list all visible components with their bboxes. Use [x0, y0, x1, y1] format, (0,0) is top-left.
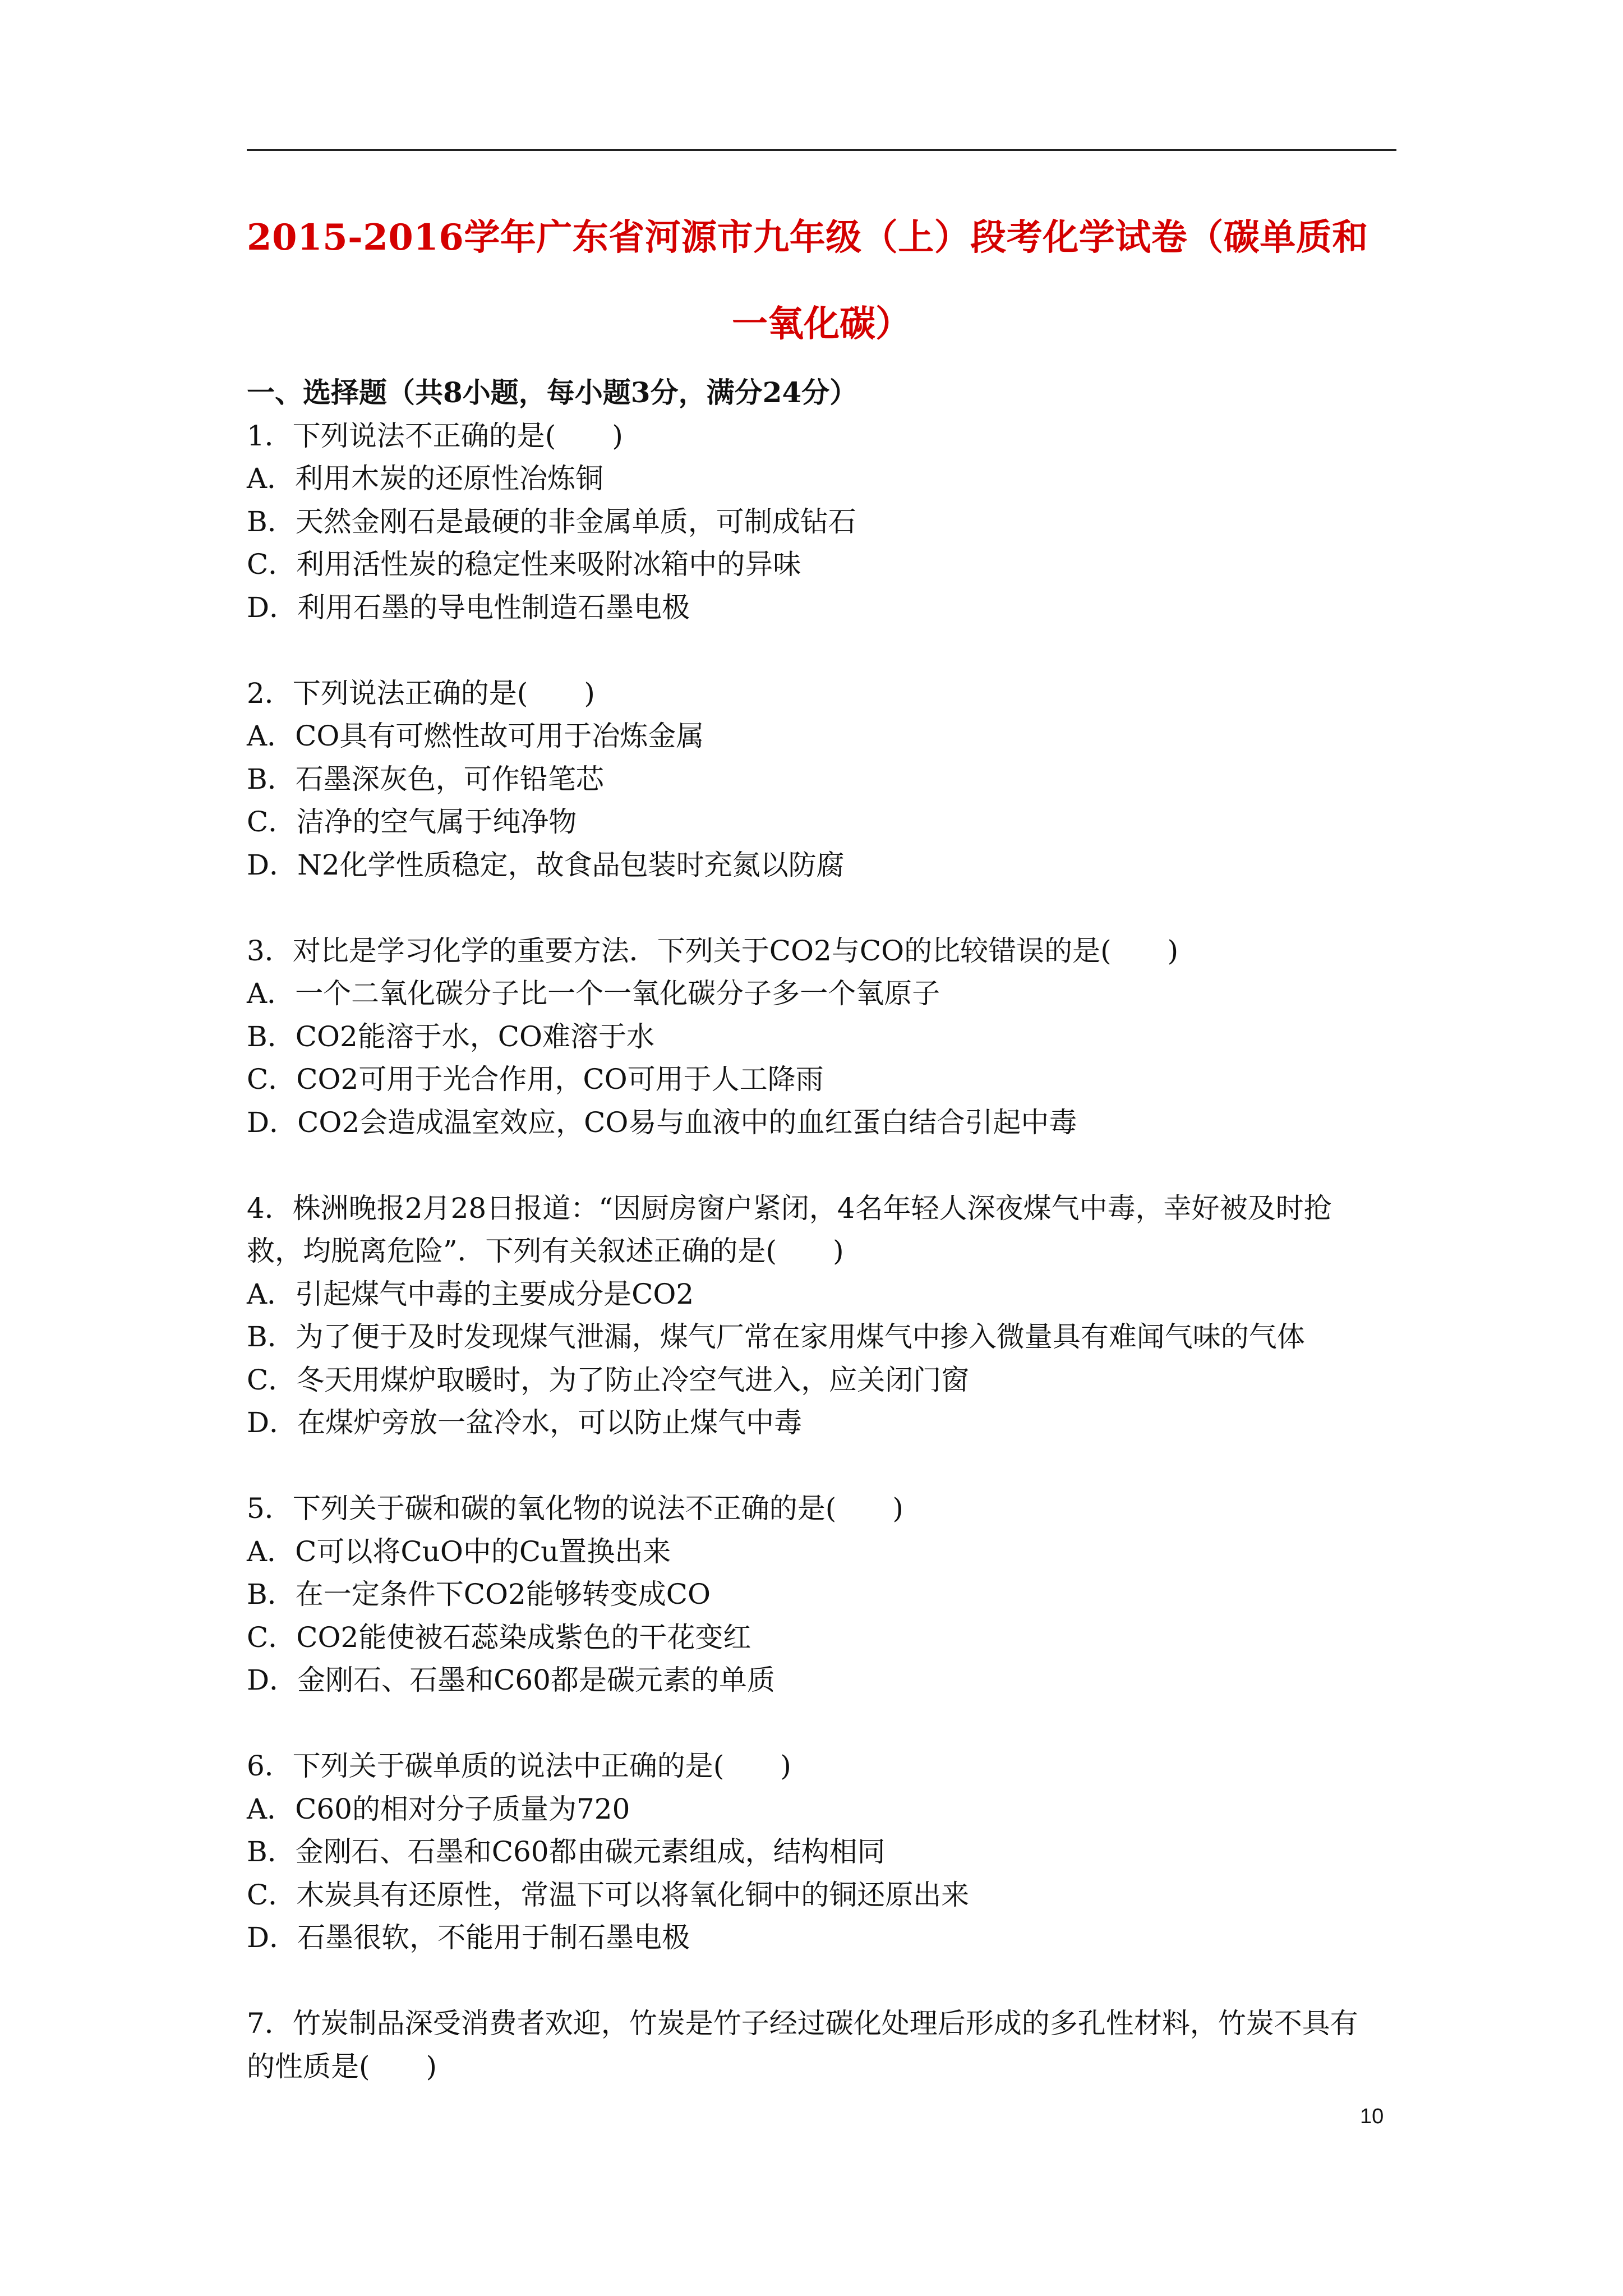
spacer [247, 629, 1396, 672]
option-d: D．利用石墨的导电性制造石墨电极 [247, 591, 690, 624]
option-c: C．木炭具有还原性，常温下可以将氧化铜中的铜还原出来 [247, 1878, 970, 1911]
exam-title-line-2: 一氧化碳） [732, 303, 911, 345]
option-d: D．金刚石、石墨和C60都是碳元素的单质 [247, 1664, 775, 1696]
option-d: D．在煤炉旁放一盆冷水，可以防止煤气中毒 [247, 1406, 803, 1439]
question-2 [247, 672, 1396, 887]
option-a: A．一个二氧化碳分子比一个一氧化碳分子多一个氧原子 [247, 977, 940, 1010]
question-6 [247, 1745, 1396, 1959]
question-7 [247, 2002, 1396, 2088]
question-3 [247, 930, 1396, 1144]
question-stem: 2．下列说法正确的是( ) [247, 677, 595, 710]
question-stem: 4．株洲晚报2月28日报道：“因厨房窗户紧闭，4名年轻人深夜煤气中毒，幸好被及时抢 [247, 1191, 1332, 1225]
page-number: 10 [1360, 2105, 1384, 2128]
option-a: A．C可以将CuO中的Cu置换出来 [247, 1535, 671, 1568]
spacer [247, 1702, 1396, 1745]
option-d: D．CO2会造成温室效应，CO易与血液中的血红蛋白结合引起中毒 [247, 1106, 1077, 1139]
spacer [247, 1144, 1396, 1187]
question-1 [247, 415, 1396, 629]
question-4 [247, 1187, 1396, 1444]
option-b: B．CO2能溶于水，CO难溶于水 [247, 1020, 655, 1053]
option-a: A．C60的相对分子质量为720 [247, 1792, 630, 1825]
spacer [247, 886, 1396, 930]
option-b: B．石墨深灰色，可作铅笔芯 [247, 762, 604, 795]
header-rule [247, 149, 1396, 151]
option-b: B．在一定条件下CO2能够转变成CO [247, 1578, 711, 1611]
option-d: D．N2化学性质稳定，故食品包装时充氮以防腐 [247, 848, 845, 881]
question-stem: 3．对比是学习化学的重要方法．下列关于CO2与CO的比较错误的是( ) [247, 934, 1179, 967]
question-stem: 5．下列关于碳和碳的氧化物的说法不正确的是( ) [247, 1492, 903, 1525]
question-stem-continued: 的性质是( ) [247, 2050, 437, 2083]
exam-title-line-1: 2015-2016学年广东省河源市九年级（上）段考化学试卷（碳单质和 [247, 217, 1368, 259]
question-5 [247, 1487, 1396, 1702]
option-c: C．CO2可用于光合作用，CO可用于人工降雨 [247, 1063, 824, 1096]
section-heading: 一、选择题（共8小题，每小题3分，满分24分） [247, 376, 858, 409]
spacer [247, 1959, 1396, 2003]
option-b: B．天然金刚石是最硬的非金属单质，可制成钻石 [247, 505, 856, 538]
exam-body [247, 371, 1396, 2088]
option-c: C．冬天用煤炉取暖时，为了防止冷空气进入，应关闭门窗 [247, 1363, 970, 1396]
option-a: A．利用木炭的还原性冶炼铜 [247, 462, 604, 495]
option-c: C．洁净的空气属于纯净物 [247, 806, 577, 838]
question-stem: 1．下列说法不正确的是( ) [247, 419, 623, 452]
option-b: B．为了便于及时发现煤气泄漏，煤气厂常在家用煤气中掺入微量具有难闻气味的气体 [247, 1320, 1305, 1353]
option-a: A．引起煤气中毒的主要成分是CO2 [247, 1277, 694, 1310]
question-stem-continued: 救，均脱离危险”．下列有关叙述正确的是( ) [247, 1235, 844, 1267]
spacer [247, 1444, 1396, 1488]
question-stem: 7．竹炭制品深受消费者欢迎，竹炭是竹子经过碳化处理后形成的多孔性材料，竹炭不具有 [247, 2007, 1358, 2040]
option-b: B．金刚石、石墨和C60都由碳元素组成，结构相同 [247, 1835, 886, 1868]
question-stem: 6．下列关于碳单质的说法中正确的是( ) [247, 1750, 791, 1782]
option-c: C．利用活性炭的稳定性来吸附冰箱中的异味 [247, 548, 801, 581]
option-a: A．CO具有可燃性故可用于冶炼金属 [247, 720, 704, 752]
option-d: D．石墨很软，不能用于制石墨电极 [247, 1921, 690, 1954]
option-c: C．CO2能使被石蕊染成紫色的干花变红 [247, 1621, 751, 1654]
